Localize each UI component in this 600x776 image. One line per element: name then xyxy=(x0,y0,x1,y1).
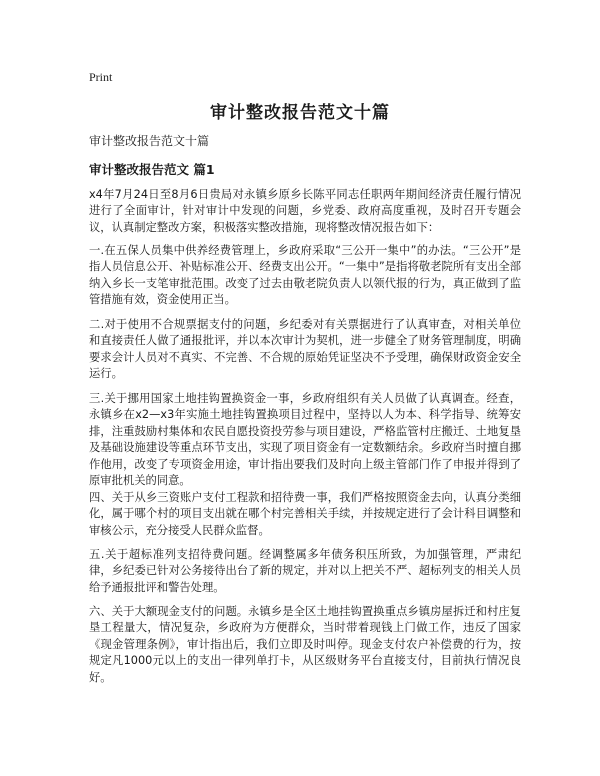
section-heading: 审计整改报告范文 篇1 xyxy=(89,162,215,177)
document-subtitle: 审计整改报告范文十篇 xyxy=(89,134,210,148)
paragraph-item-2: 二.对于使用不合规票据支付的问题，乡纪委对有关票据进行了认真审查，对相关单位和直接责任人做了通报批评，并以本次审计为契机，进一步健全了财务管理制度，明确要求会计人员对不真实、不完善、不合规的原始凭证坚决不予受理，确保财政资金安全运行。 xyxy=(89,318,521,381)
paragraph-item-1: 一.在五保人员集中供养经费管理上，乡政府采取“三公开一集中”的办法。“三公开”是指人员信息公开、补贴标准公开、经费支出公开。“一集中”是指将敬老院所有支出全部纳入乡长一支笔审批范围。改变了过去由敬老院负责人以领代报的行为，真正做到了监管措施有效，资金使用正当。 xyxy=(89,244,521,307)
paragraph-intro: x4年7月24日至8月6日贵局对永镇乡原乡长陈平同志任职两年期间经济责任履行情况进行了全面审计，针对审计中发现的问题，乡党委、政府高度重视，及时召开专题会议，认真制定整改方案，积极落实整改措施，现将整改情况报告如下： xyxy=(89,188,521,234)
paragraph-item-3: 三.关于挪用国家土地挂钩置换资金一事，乡政府组织有关人员做了认真调查。经查，永镇乡在x2—x3年实施土地挂钩置换项目过程中，坚持以人为本、科学指导、统筹安排，注重鼓励村集体和农民自愿投资投劳参与项目建设，严格监管村庄搬迁、土地复垦及基础设施建设等重点环节支出，实现了项目资金有一定数额结余。乡政府当时擅自挪作他用，改变了专项资金用途，审计指出要我们及时向上级主管部门作了申报并得到了原审批机关的同意。 xyxy=(89,392,521,488)
document-title: 审计整改报告范文十篇 xyxy=(210,103,390,123)
paragraph-item-4: 四、关于从乡三资账户支付工程款和招待费一事，我们严格按照资金去向，认真分类细化，属于哪个村的项目支出就在哪个村完善相关手续，并按规定进行了会计科目调整和审核公示，充分接受人民群众监督。 xyxy=(89,491,521,537)
print-link[interactable]: Print xyxy=(89,70,113,84)
paragraph-item-6: 六、关于大额现金支付的问题。永镇乡是全区土地挂钩置换重点乡镇房屋拆迁和村庄复垦工程量大，情况复杂，乡政府为方便群众，当时带着现钱上门做工作，违反了国家《现金管理条例》，审计指出后，我们立即及时叫停。现金支付农户补偿费的行为，按规定凡1000元以上的支出一律列单打卡，从区级财务平台直接支付，目前执行情况良好。 xyxy=(89,605,521,684)
paragraph-item-5: 五.关于超标准列支招待费问题。经调整属多年债务积压所致，为加强管理，严肃纪律，乡纪委已针对公务接待出台了新的规定，并对以上把关不严、超标列支的相关人员给予通报批评和警告处理。 xyxy=(89,548,521,594)
